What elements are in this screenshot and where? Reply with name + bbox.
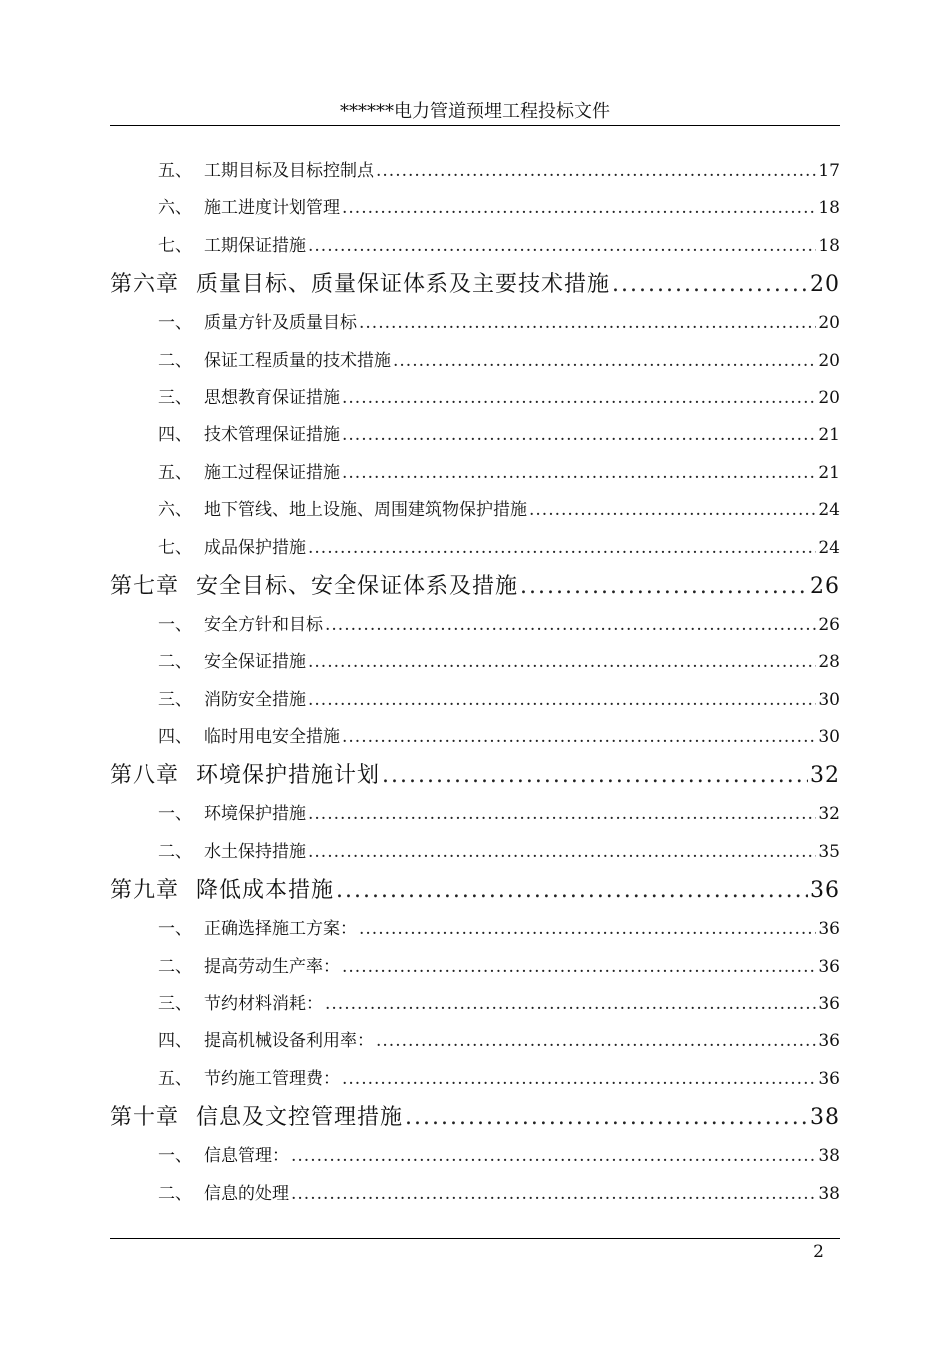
toc-entry-page: 32 [818, 804, 840, 825]
toc-entry-number: 一、 [158, 614, 192, 635]
toc-section-entry[interactable] [110, 986, 840, 1023]
toc-dot-leader [342, 455, 816, 492]
toc-section-entry[interactable] [110, 949, 840, 986]
toc-entry-page: 36 [818, 1068, 840, 1089]
toc-entry-number: 五、 [158, 462, 192, 483]
toc-entry-number: 三、 [158, 994, 192, 1015]
toc-entry-page: 21 [818, 462, 840, 483]
toc-entry-page: 38 [818, 1146, 840, 1167]
toc-entry-page: 20 [818, 313, 840, 334]
toc-entry-title: 降低成本措施 [196, 878, 335, 904]
toc-dot-leader [308, 796, 816, 833]
toc-section-entry[interactable] [110, 343, 840, 380]
toc-chapter-entry[interactable] [110, 567, 840, 607]
toc-section-entry[interactable] [110, 1061, 840, 1098]
toc-entry-number: 二、 [158, 956, 192, 977]
toc-entry-title: 思想教育保证措施 [204, 387, 340, 408]
toc-entry-title: 保证工程质量的技术措施 [204, 350, 391, 371]
toc-entry-number: 三、 [158, 689, 192, 710]
toc-dot-leader [342, 190, 816, 227]
toc-section-entry[interactable] [110, 719, 840, 756]
toc-dot-leader [308, 228, 816, 265]
toc-entry-number: 第八章 [110, 763, 180, 789]
toc-section-entry[interactable] [110, 911, 840, 948]
toc-entry-page: 18 [818, 235, 840, 256]
toc-entry-page: 30 [818, 689, 840, 710]
toc-entry-number: 六、 [158, 198, 192, 219]
toc-dot-leader [359, 911, 816, 948]
toc-section-entry[interactable] [110, 153, 840, 190]
toc-entry-title: 信息及文控管理措施 [196, 1105, 404, 1131]
toc-entry-title: 提高机械设备利用率： [204, 1031, 374, 1052]
toc-entry-number: 一、 [158, 313, 192, 334]
toc-entry-title: 施工进度计划管理 [204, 198, 340, 219]
toc-section-entry[interactable] [110, 1176, 840, 1213]
toc-entry-number: 一、 [158, 1146, 192, 1167]
header-divider [110, 125, 840, 126]
toc-entry-page: 24 [818, 500, 840, 521]
toc-entry-page: 32 [810, 763, 840, 789]
toc-entry-title: 信息管理： [204, 1146, 289, 1167]
toc-entry-page: 20 [818, 387, 840, 408]
toc-entry-number: 七、 [158, 235, 192, 256]
toc-section-entry[interactable] [110, 796, 840, 833]
toc-entry-title: 信息的处理 [204, 1183, 289, 1204]
toc-section-entry[interactable] [110, 305, 840, 342]
toc-entry-number: 第七章 [110, 573, 180, 599]
toc-section-entry[interactable] [110, 1138, 840, 1175]
toc-entry-title: 环境保护措施 [204, 804, 306, 825]
toc-entry-number: 二、 [158, 350, 192, 371]
toc-entry-title: 消防安全措施 [204, 689, 306, 710]
toc-entry-number: 四、 [158, 727, 192, 748]
toc-entry-title: 工期目标及目标控制点 [204, 161, 374, 181]
toc-entry-number: 二、 [158, 1183, 192, 1204]
toc-entry-page: 21 [818, 425, 840, 446]
toc-dot-leader [291, 1138, 816, 1175]
toc-section-entry[interactable] [110, 607, 840, 644]
toc-section-entry[interactable] [110, 190, 840, 227]
toc-entry-page: 30 [818, 727, 840, 748]
toc-entry-title: 节约施工管理费： [204, 1068, 340, 1089]
toc-entry-number: 五、 [158, 1068, 192, 1089]
toc-dot-leader [291, 1176, 816, 1213]
toc-section-entry[interactable] [110, 682, 840, 719]
toc-dot-leader [342, 380, 816, 417]
toc-chapter-entry[interactable] [110, 756, 840, 796]
toc-section-entry[interactable] [110, 834, 840, 871]
toc-entry-title: 质量方针及质量目标 [204, 313, 357, 334]
toc-section-entry[interactable] [110, 380, 840, 417]
toc-entry-number: 一、 [158, 804, 192, 825]
toc-section-entry[interactable] [110, 492, 840, 529]
toc-dot-leader [325, 607, 816, 644]
toc-dot-leader [342, 719, 816, 756]
toc-dot-leader [612, 265, 808, 305]
toc-entry-title: 施工过程保证措施 [204, 462, 340, 483]
toc-entry-number: 五、 [158, 161, 192, 181]
toc-entry-page: 36 [818, 919, 840, 940]
toc-entry-number: 二、 [158, 841, 192, 862]
toc-dot-leader [342, 1061, 816, 1098]
toc-entry-number: 第六章 [110, 272, 180, 298]
toc-entry-number: 四、 [158, 425, 192, 446]
toc-dot-leader [308, 834, 816, 871]
toc-chapter-entry[interactable] [110, 871, 840, 911]
toc-dot-leader [342, 417, 816, 454]
toc-section-entry[interactable] [110, 644, 840, 681]
toc-entry-page: 18 [818, 198, 840, 219]
toc-section-entry[interactable] [110, 228, 840, 265]
toc-entry-title: 环境保护措施计划 [196, 763, 381, 789]
toc-entry-page: 20 [818, 350, 840, 371]
toc-entry-page: 17 [818, 161, 840, 181]
toc-entry-number: 六、 [158, 500, 192, 521]
toc-entry-title: 安全目标、安全保证体系及措施 [196, 573, 519, 599]
toc-dot-leader [376, 1023, 816, 1060]
toc-dot-leader [393, 343, 816, 380]
toc-dot-leader [336, 871, 808, 911]
toc-section-entry[interactable] [110, 455, 840, 492]
toc-dot-leader [405, 1098, 808, 1138]
toc-dot-leader [529, 492, 816, 529]
toc-entry-title: 工期保证措施 [204, 235, 306, 256]
toc-entry-title: 正确选择施工方案： [204, 919, 357, 940]
toc-entry-number: 七、 [158, 537, 192, 558]
toc-dot-leader [308, 530, 816, 567]
toc-dot-leader [359, 305, 816, 342]
toc-entry-number: 二、 [158, 652, 192, 673]
toc-entry-page: 20 [810, 272, 840, 298]
toc-entry-page: 24 [818, 537, 840, 558]
toc-dot-leader [325, 986, 816, 1023]
toc-entry-title: 质量目标、质量保证体系及主要技术措施 [196, 272, 611, 298]
toc-section-entry[interactable] [110, 1023, 840, 1060]
toc-entry-title: 提高劳动生产率： [204, 956, 340, 977]
toc-entry-page: 36 [818, 994, 840, 1015]
toc-entry-number: 四、 [158, 1031, 192, 1052]
toc-entry-title: 安全保证措施 [204, 652, 306, 673]
toc-entry-title: 水土保持措施 [204, 841, 306, 862]
toc-entry-title: 节约材料消耗： [204, 994, 323, 1015]
toc-entry-page: 38 [810, 1105, 840, 1131]
toc-entry-title: 临时用电安全措施 [204, 727, 340, 748]
footer-divider [110, 1238, 840, 1239]
toc-entry-title: 安全方针和目标 [204, 614, 323, 635]
table-of-contents [110, 153, 840, 1213]
toc-entry-page: 26 [810, 573, 840, 599]
toc-entry-page: 28 [818, 652, 840, 673]
toc-entry-page: 26 [818, 614, 840, 635]
footer-page-number: 2 [813, 1242, 824, 1262]
toc-entry-page: 35 [818, 841, 840, 862]
toc-section-entry[interactable] [110, 417, 840, 454]
toc-entry-number: 一、 [158, 919, 192, 940]
toc-dot-leader [308, 682, 816, 719]
toc-entry-number: 三、 [158, 387, 192, 408]
toc-section-entry[interactable] [110, 530, 840, 567]
toc-entry-page: 36 [818, 956, 840, 977]
toc-entry-title: 技术管理保证措施 [204, 425, 340, 446]
toc-entry-number: 第九章 [110, 878, 180, 904]
toc-chapter-entry[interactable] [110, 1098, 840, 1138]
toc-entry-page: 36 [810, 878, 840, 904]
toc-entry-page: 38 [818, 1183, 840, 1204]
toc-entry-title: 地下管线、地上设施、周围建筑物保护措施 [204, 500, 527, 521]
toc-dot-leader [342, 949, 816, 986]
toc-entry-title: 成品保护措施 [204, 537, 306, 558]
toc-chapter-entry[interactable] [110, 265, 840, 305]
toc-dot-leader [382, 756, 808, 796]
toc-dot-leader [308, 644, 816, 681]
toc-dot-leader [520, 567, 808, 607]
toc-entry-number: 第十章 [110, 1105, 180, 1131]
page-header-title: ******电力管道预埋工程投标文件 [340, 101, 610, 122]
toc-dot-leader [376, 153, 816, 190]
toc-entry-page: 36 [818, 1031, 840, 1052]
